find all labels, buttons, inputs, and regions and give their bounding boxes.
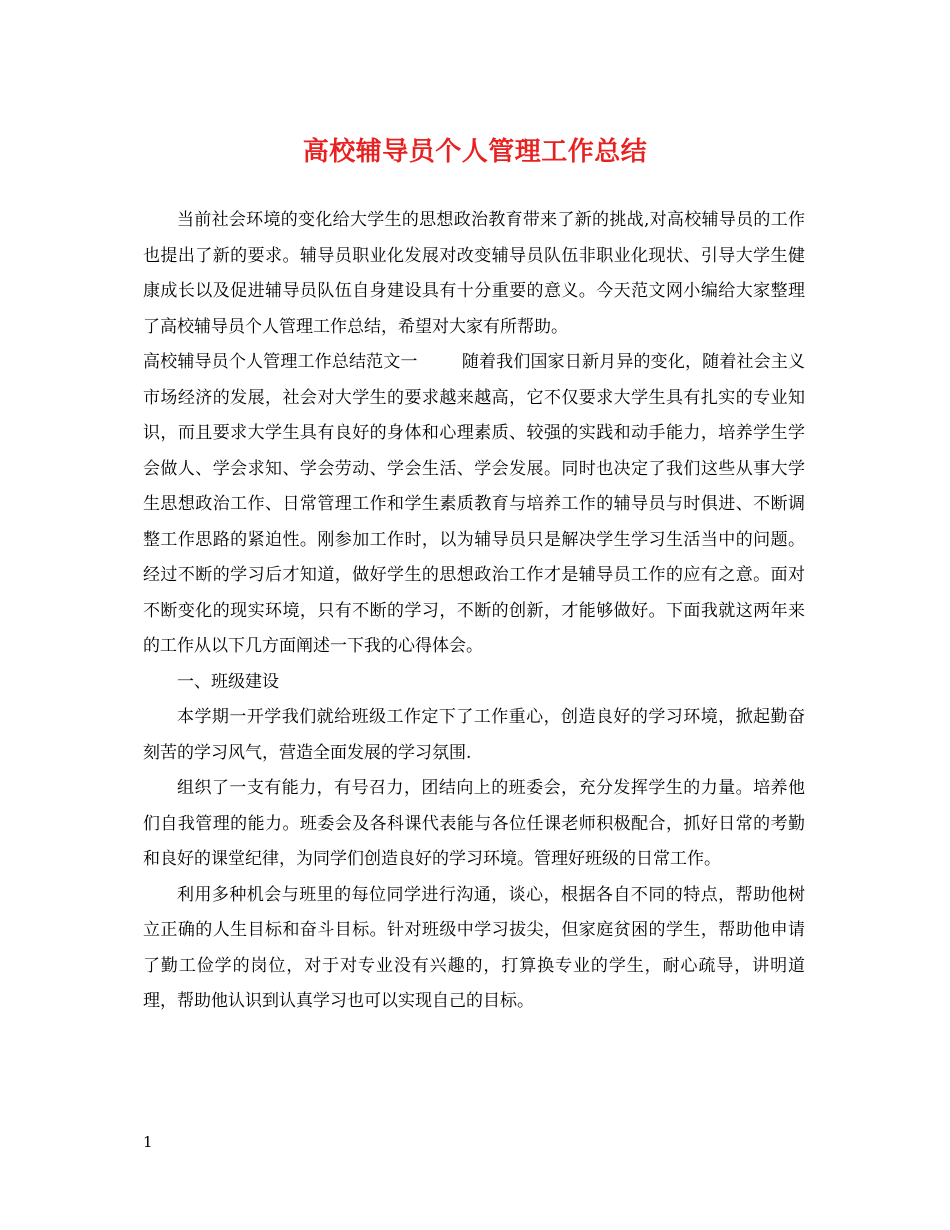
sample-heading: 高校辅导员个人管理工作总结范文一	[143, 352, 418, 372]
body-paragraph-2: 组织了一支有能力，有号召力，团结向上的班委会，充分发挥学生的力量。培养他们自我管理的能力。班委会及各科课代表能与各位任课老师积极配合，抓好日常的考勤和良好的课堂纪律，为同学们创造良好的学习环境。管理好班级的日常工作。	[143, 778, 805, 869]
body-paragraph-1: 本学期一开学我们就给班级工作定下了工作重心，创造良好的学习环境，掀起勤奋刻苦的学习风气，营造全面发展的学习氛围.	[143, 707, 805, 763]
sample-paragraph	[143, 345, 805, 665]
document-body	[143, 203, 805, 1020]
sample-body: 随着我们国家日新月异的变化，随着社会主义市场经济的发展，社会对大学生的要求越来越高，它不仅要求大学生具有扎实的专业知识，而且要求大学生具有良好的身体和心理素质、较强的实践和动手能力，培养学生学会做人、学会求知、学会劳动、学会生活、学会发展。同时也决定了我们这些从事大学生思想政治工作、日常管理工作和学生素质教育与培养工作的辅导员与时俱进、不断调整工作思路的紧迫性。刚参加工作时，以为辅导员只是解决学生学习生活当中的问题。经过不断的学习后才知道，做好学生的思想政治工作才是辅导员工作的应有之意。面对不断变化的现实环境，只有不断的学习，不断的创新，才能够做好。下面我就这两年来的工作从以下几方面阐述一下我的心得体会。	[143, 352, 806, 656]
section-heading: 一、班级建设	[177, 671, 279, 692]
document-title: 高校辅导员个人管理工作总结	[302, 137, 648, 167]
body-paragraph-3: 利用多种机会与班里的每位同学进行沟通，谈心，根据各自不同的特点，帮助他树立正确的人生目标和奋斗目标。针对班级中学习拔尖，但家庭贫困的学生，帮助他申请了勤工俭学的岗位，对于对专业没有兴趣的，打算换专业的学生，耐心疏导，讲明道理，帮助他认识到认真学习也可以实现自己的目标。	[143, 884, 805, 1011]
intro-paragraph: 当前社会环境的变化给大学生的思想政治教育带来了新的挑战,对高校辅导员的工作也提出了新的要求。辅导员职业化发展对改变辅导员队伍非职业化现状、引导大学生健康成长以及促进辅导员队伍自身建设具有十分重要的意义。今天范文网小编给大家整理了高校辅导员个人管理工作总结，希望对大家有所帮助。	[143, 210, 805, 337]
page-number: 1	[143, 1133, 153, 1151]
